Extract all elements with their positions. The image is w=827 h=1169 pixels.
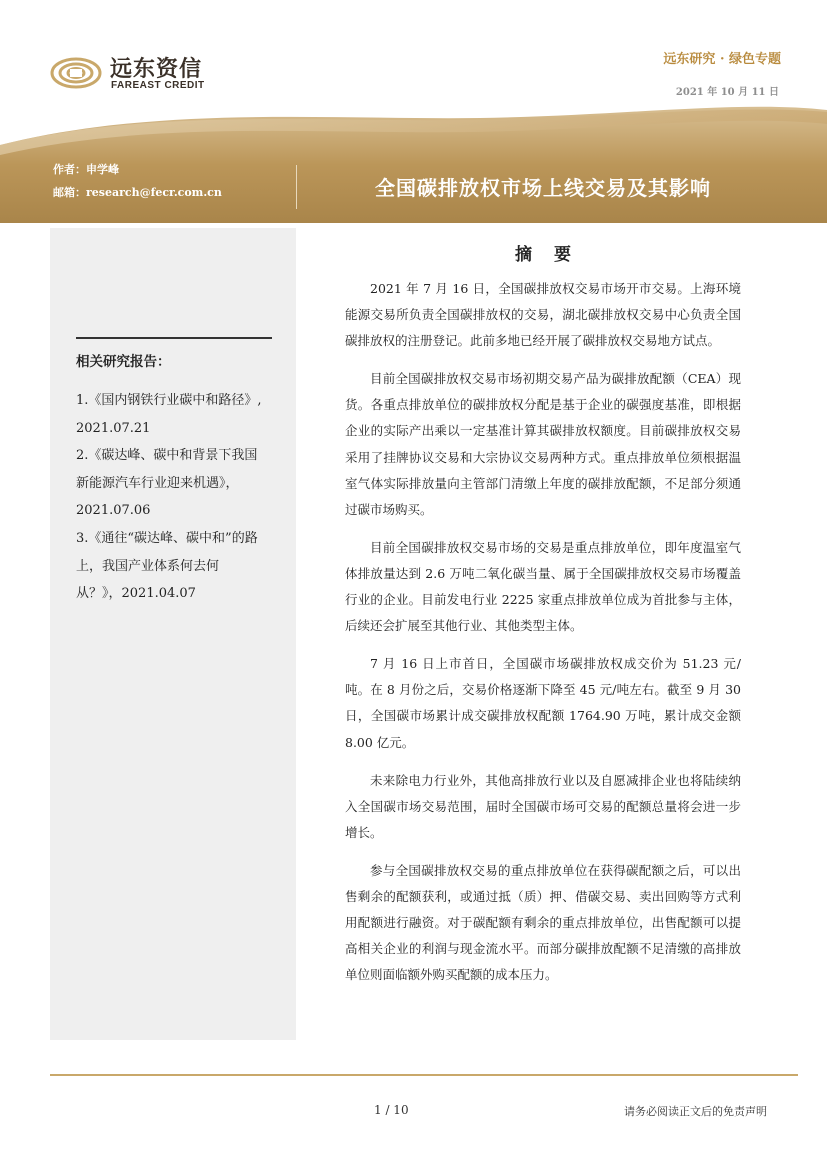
abstract-paragraph: 目前全国碳排放权交易市场初期交易产品为碳排放配额（CEA）现货。各重点排放单位的碳排放权分配是基于企业的碳强度基准，即根据企业的实际产出乘以一定基准计算其碳排放权额度。目前碳排放权交易采用了挂牌协议交易和大宗协议交易两种方式。重点排放单位须根据温室气体实际排放量向主管部门清缴上年度的碳排放配额，不足部分须通过碳市场购买。 <box>345 371 741 517</box>
related-report-line: 2.《碳达峰、碳中和背景下我国 <box>76 448 258 464</box>
related-report-line: 1.《国内钢铁行业碳中和路径》, <box>76 393 262 408</box>
abstract-heading: 摘 要 <box>515 245 579 265</box>
logo-english-name: FAREAST CREDIT <box>111 80 205 91</box>
related-report-line: 3.《通往“碳达峰、碳中和”的路 <box>76 530 258 546</box>
related-report-line: 新能源汽车行业迎来机遇》， <box>76 475 239 491</box>
related-reports-list <box>76 387 286 608</box>
document-title: 全国碳排放权市场上线交易及其影响 <box>375 176 711 200</box>
abstract-section <box>345 240 741 1000</box>
abstract-paragraph: 2021 年 7 月 16 日，全国碳排放权交易市场开市交易。上海环境能源交易所负责全国碳排放权的交易，湖北碳排放权交易中心负责全国碳排放权的注册登记。此前多地已经开展了碳排放权交易地方试点。 <box>345 281 741 349</box>
related-report-line: 2021.07.06 <box>76 503 151 519</box>
page-number: 1 / 10 <box>374 1103 409 1117</box>
logo-mark-icon <box>50 50 102 96</box>
sidebar-rule <box>76 337 272 339</box>
author-email: 邮箱：research@fecr.com.cn <box>53 186 222 199</box>
author: 作者：申学峰 <box>53 163 119 176</box>
footer-rule <box>50 1074 798 1076</box>
abstract-paragraph: 7 月 16 日上市首日，全国碳市场碳排放权成交价为 51.23 元/吨。在 8 月份之后，交易价格逐渐下降至 45 元/吨左右。截至 9 月 30 日，全国碳市场累计成交碳排放权配额 1764.90 万吨，累计成交金额 8.00 亿元。 <box>345 656 741 750</box>
report-series: 远东研究 · 绿色专题 <box>663 52 781 67</box>
abstract-paragraph: 参与全国碳排放权交易的重点排放单位在获得碳配额之后，可以出售剩余的配额获利，或通过抵（质）押、借碳交易、卖出回购等方式利用配额进行融资。对于碳配额有剩余的重点排放单位，出售配额可以提高相关企业的利润与现金流水平。而部分碳排放配额不足清缴的高排放单位则面临额外购买配额的成本压力。 <box>345 862 741 983</box>
abstract-paragraph: 未来除电力行业外，其他高排放行业以及自愿减排企业也将陆续纳入全国碳市场交易范围，届时全国碳市场可交易的配额总量将会进一步增长。 <box>345 772 741 840</box>
related-reports-heading: 相关研究报告： <box>76 354 171 370</box>
related-report-line: 2021.07.21 <box>76 420 151 436</box>
logo-chinese-name: 远东资信 <box>110 57 203 82</box>
abstract-paragraph: 目前全国碳排放权交易市场的交易是重点排放单位，即年度温室气体排放量达到 2.6 万吨二氧化碳当量、属于全国碳排放权交易市场覆盖行业的企业。目前发电行业 2225 家重点排放单位成为首批参与主体，后续还会扩展至其他行业、其他类型主体。 <box>345 539 741 634</box>
company-logo <box>50 50 230 96</box>
related-report-line: 从？》，2021.04.07 <box>76 586 196 602</box>
disclaimer-note: 请务必阅读正文后的免责声明 <box>624 1105 767 1118</box>
related-report-line: 上，我国产业体系何去何 <box>76 558 220 574</box>
title-banner <box>0 100 827 223</box>
banner-divider <box>296 165 297 209</box>
report-date: 2021 年 10 月 11 日 <box>675 87 779 98</box>
